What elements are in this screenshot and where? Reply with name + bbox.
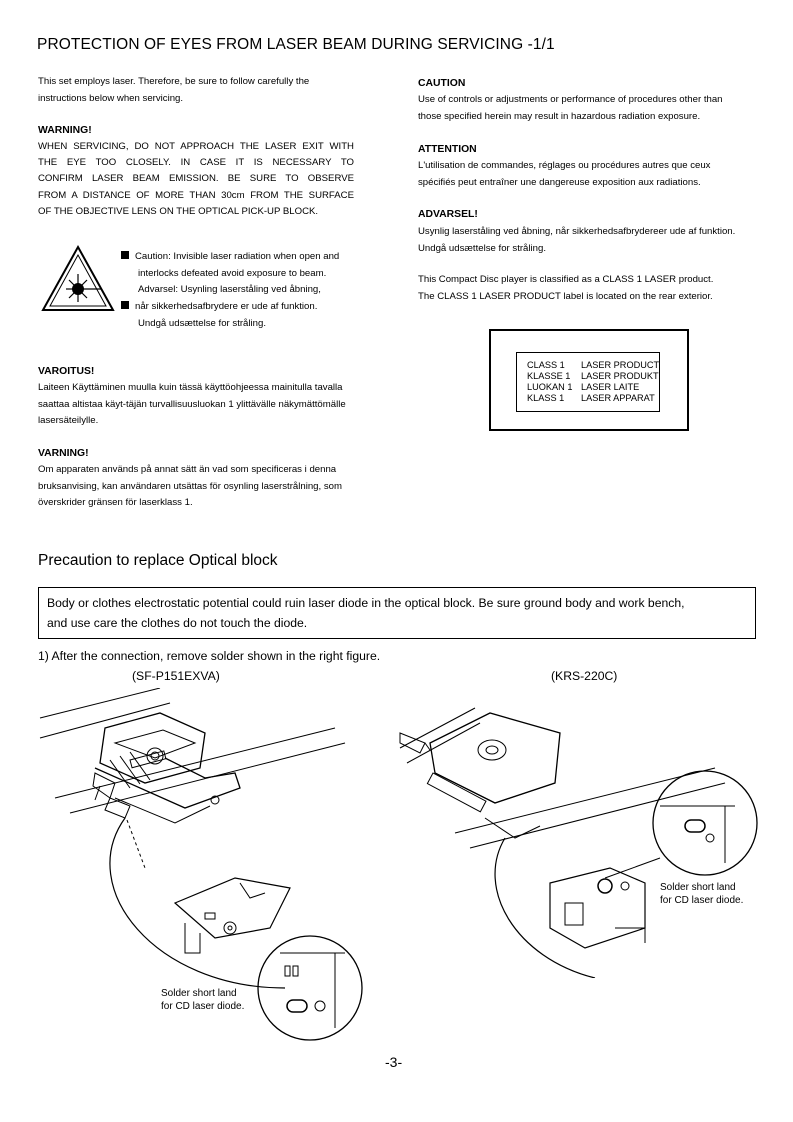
bullet-icon — [121, 251, 129, 259]
intro-line: instructions below when servicing. — [38, 92, 184, 104]
warning-line: CONFIRM LASER BEAM EMISSION. BE SURE TO OBSERVE — [38, 173, 354, 185]
class-1-laser-label — [489, 329, 689, 431]
classification-text — [418, 272, 763, 305]
bullet-item — [121, 249, 381, 266]
classification-line: This Compact Disc player is classified as a CLASS 1 LASER product. — [418, 274, 714, 285]
caption-line: Solder short land — [660, 882, 736, 893]
bullet-line: Advarsel: Usynling laserståling ved åbning, — [138, 284, 321, 296]
bullet-line: Caution: Invisible laser radiation when open and — [135, 251, 340, 262]
attention-line: L'utilisation de commandes, réglages ou procédures autres que ceux — [418, 160, 711, 171]
caption-line: for CD laser diode. — [660, 895, 744, 906]
caution-text — [418, 92, 763, 125]
model-label-left: (SF-P151EXVA) — [132, 669, 220, 683]
warning-line: THE EYE TOO CLOSELY. IN CASE IT IS NECESSARY TO — [38, 157, 354, 169]
intro-text — [38, 74, 378, 107]
label-product: LASER PRODUKT — [581, 371, 659, 381]
varning-text — [38, 462, 383, 512]
label-class: KLASSE 1 — [527, 371, 571, 381]
label-product: LASER APPARAT — [581, 393, 655, 403]
attention-heading: ATTENTION — [418, 144, 477, 155]
page-title: PROTECTION OF EYES FROM LASER BEAM DURING SERVICING -1/1 — [37, 36, 555, 53]
varoitus-line: saattaa altistaa käyt-täjän turvallisuusluokan 1 ylittävälle näkymättömälle — [38, 398, 346, 410]
bullet-line: når sikkerhedsafbrydere er ude af funktion. — [135, 301, 318, 313]
advarsel-text — [418, 224, 763, 257]
step-instruction: 1) After the connection, remove solder shown in the right figure. — [38, 649, 381, 663]
varning-heading: VARNING! — [38, 448, 89, 459]
section-heading: Precaution to replace Optical block — [38, 552, 278, 569]
caution-heading: CAUTION — [418, 78, 466, 89]
label-row — [527, 360, 659, 371]
warning-line: FROM A DISTANCE OF MORE THAN 30cm FROM THE SURFACE — [38, 189, 354, 201]
varoitus-line: lasersäteilylle. — [38, 415, 99, 427]
label-row — [527, 371, 659, 382]
bullet-item — [121, 299, 381, 316]
warning-text — [38, 139, 354, 220]
label-row — [527, 393, 659, 404]
label-product: LASER PRODUCT — [581, 360, 660, 370]
bullet-line: Undgå udsættelse for stråling. — [138, 317, 266, 329]
page-number: -3- — [385, 1054, 403, 1070]
bullet-line: interlocks defeated avoid exposure to beam. — [138, 267, 327, 279]
advarsel-line: Usynlig laserståling ved åbning, når sikkerhedsafbrydereer ude af funktion. — [418, 226, 736, 237]
laser-warning-icon — [40, 244, 116, 314]
label-row — [527, 382, 659, 393]
krs-220c-optical-block-figure — [395, 688, 765, 978]
label-class: LUOKAN 1 — [527, 382, 573, 392]
caption-line: for CD laser diode. — [161, 1001, 245, 1012]
class-1-laser-label-inner — [516, 352, 660, 412]
varoitus-text — [38, 380, 383, 430]
advarsel-line: Undgå udsættelse for stråling. — [418, 242, 546, 254]
attention-text — [418, 158, 763, 191]
notice-box — [38, 587, 756, 639]
varning-line: överskrider gränsen för laserklass 1. — [38, 497, 193, 509]
classification-line: The CLASS 1 LASER PRODUCT label is located on the rear exterior. — [418, 290, 713, 302]
attention-line: spécifiés peut entraîner une dangereuse exposition aux radiations. — [418, 176, 701, 188]
label-class: KLASS 1 — [527, 393, 565, 403]
notice-line: and use care the clothes do not touch the diode. — [47, 616, 308, 630]
intro-line: This set employs laser. Therefore, be sure to follow carefully the — [38, 76, 310, 87]
varning-line: bruksanvising, kan användaren utsättas för osynling laserstrålning, som — [38, 480, 342, 492]
varning-line: Om apparaten används på annat sätt än vad som specificeras i denna — [38, 464, 337, 475]
solder-caption-left — [161, 987, 244, 1013]
model-label-right: (KRS-220C) — [551, 669, 618, 683]
caution-line: those specified herein may result in hazardous radiation exposure. — [418, 110, 701, 122]
label-class: CLASS 1 — [527, 360, 565, 370]
label-product: LASER LAITE — [581, 382, 640, 392]
caution-bullets — [121, 249, 381, 333]
solder-caption-right — [660, 881, 743, 907]
warning-line: OF THE OBJECTIVE LENS ON THE OPTICAL PICK-UP BLOCK. — [38, 205, 319, 217]
varoitus-heading: VAROITUS! — [38, 366, 95, 377]
caution-line: Use of controls or adjustments or performance of procedures other than — [418, 94, 723, 105]
notice-line: Body or clothes electrostatic potential could ruin laser diode in the optical block. Be sure ground body and work bench, — [47, 596, 685, 610]
bullet-icon — [121, 301, 129, 309]
advarsel-heading: ADVARSEL! — [418, 209, 478, 220]
warning-line: WHEN SERVICING, DO NOT APPROACH THE LASER EXIT WITH — [38, 141, 354, 152]
warning-heading: WARNING! — [38, 125, 92, 136]
caption-line: Solder short land — [161, 988, 237, 999]
varoitus-line: Laiteen Käyttäminen muulla kuin tässä käyttöohjeessa mainitulla tavalla — [38, 382, 343, 393]
